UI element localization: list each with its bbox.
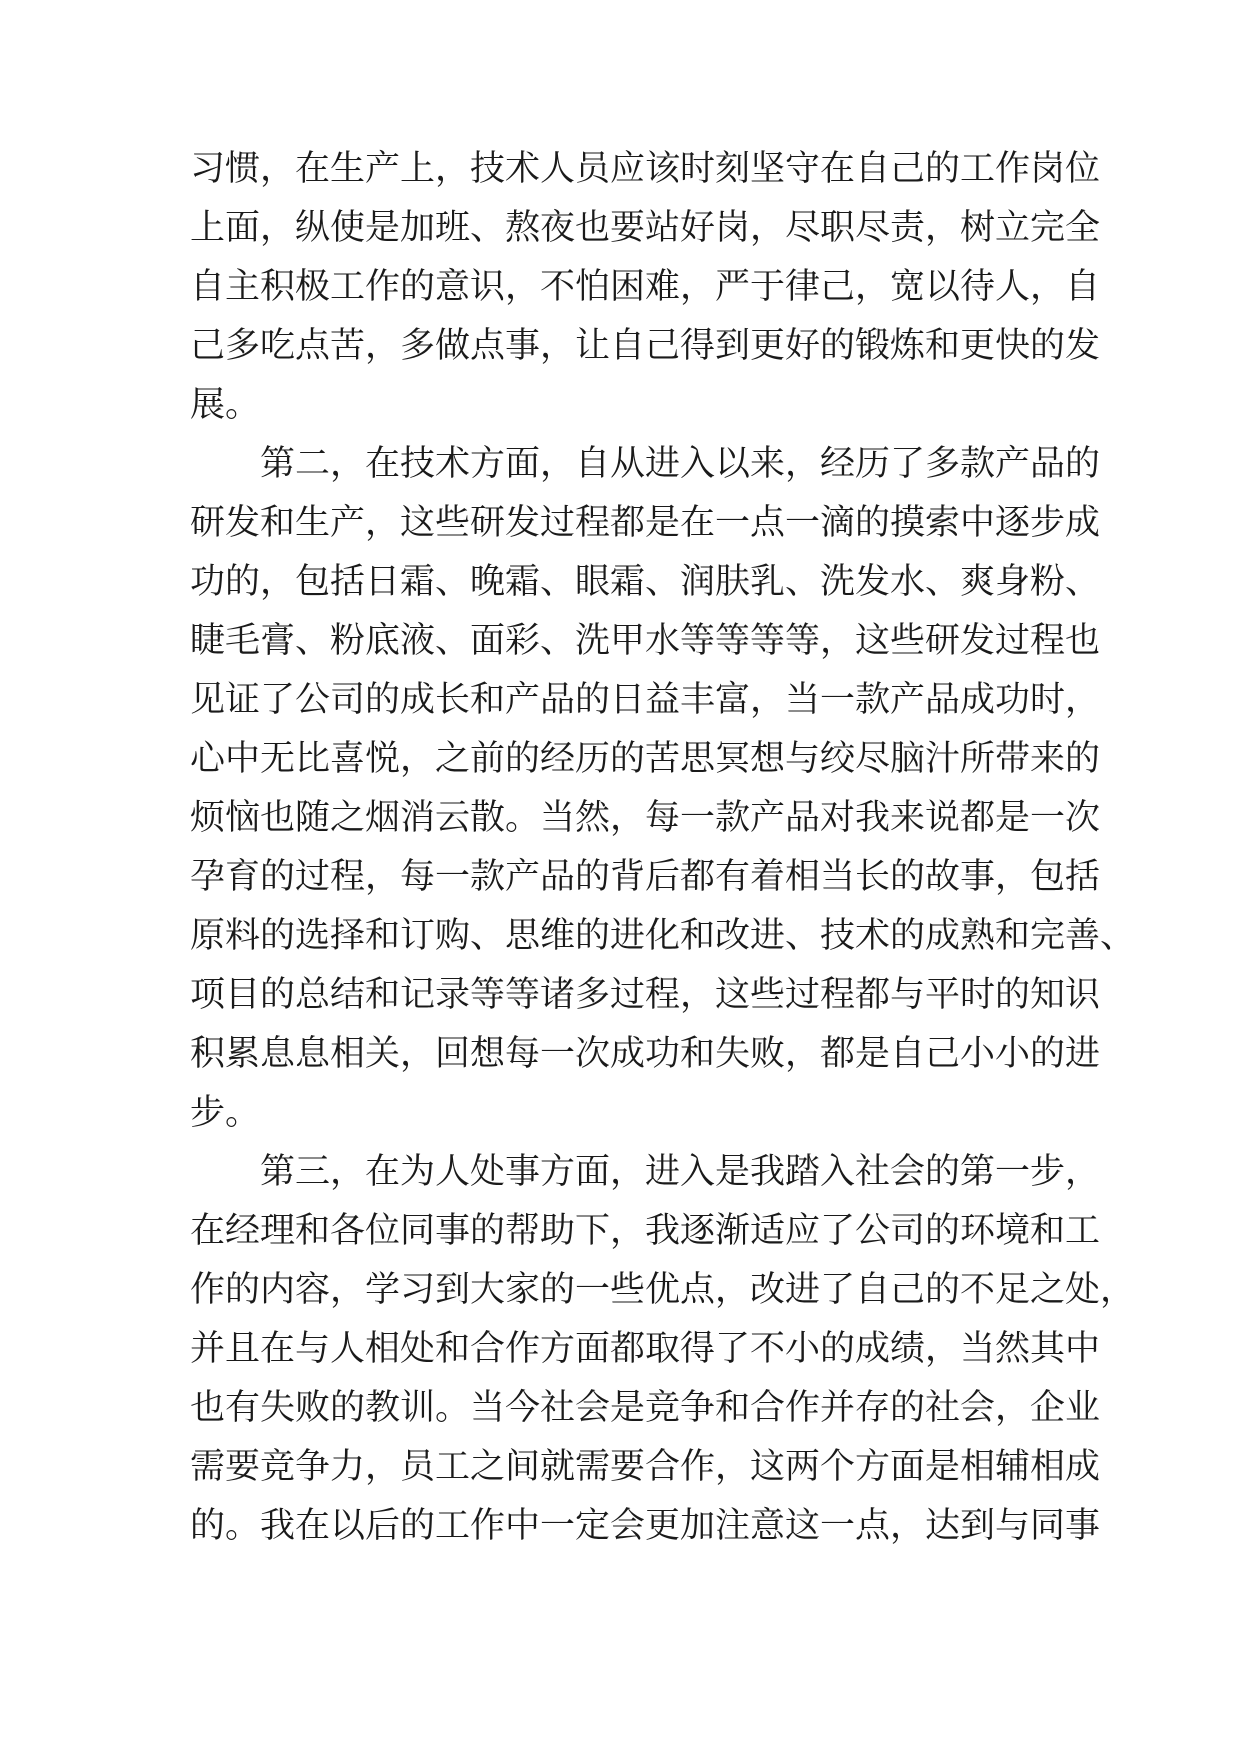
text-line: 己多吃点苦，多做点事，让自己得到更好的锻炼和更快的发 [190,326,1101,366]
text-line: 需要竞争力，员工之间就需要合作，这两个方面是相辅相成 [190,1447,1101,1487]
paragraph-3 [190,1143,1136,1556]
text-line: 也有失败的教训。当今社会是竞争和合作并存的社会，企业 [190,1388,1101,1428]
text-line: 烦恼也随之烟消云散。当然，每一款产品对我来说都是一次 [190,798,1101,838]
text-line: 第三，在为人处事方面，进入是我踏入社会的第一步， [260,1152,1101,1192]
text-line: 展。 [190,385,261,425]
text-line: 步。 [190,1093,261,1133]
text-line: 见证了公司的成长和产品的日益丰富，当一款产品成功时， [190,680,1101,720]
text-line: 睫毛膏、粉底液、面彩、洗甲水等等等等，这些研发过程也 [190,621,1101,661]
text-line: 孕育的过程，每一款产品的背后都有着相当长的故事，包括 [190,857,1101,897]
text-line: 作的内容，学习到大家的一些优点，改进了自己的不足之处， [190,1270,1136,1310]
text-line: 在经理和各位同事的帮助下，我逐渐适应了公司的环境和工 [190,1211,1101,1251]
document-body [190,140,1136,1556]
text-line: 项目的总结和记录等等诸多过程，这些过程都与平时的知识 [190,975,1101,1015]
text-line: 原料的选择和订购、思维的进化和改进、技术的成熟和完善、 [190,916,1136,956]
text-line: 习惯，在生产上，技术人员应该时刻坚守在自己的工作岗位 [190,149,1101,189]
text-line: 心中无比喜悦，之前的经历的苦思冥想与绞尽脑汁所带来的 [190,739,1101,779]
text-line: 第二，在技术方面，自从进入以来，经历了多款产品的 [260,444,1101,484]
paragraph-1 [190,140,1101,435]
text-line: 的。我在以后的工作中一定会更加注意这一点，达到与同事 [190,1506,1101,1546]
text-line: 上面，纵使是加班、熬夜也要站好岗，尽职尽责，树立完全 [190,208,1101,248]
text-line: 自主积极工作的意识，不怕困难，严于律己，宽以待人，自 [190,267,1101,307]
text-line: 并且在与人相处和合作方面都取得了不小的成绩，当然其中 [190,1329,1101,1369]
text-line: 功的，包括日霜、晚霜、眼霜、润肤乳、洗发水、爽身粉、 [190,562,1101,602]
text-line: 积累息息相关，回想每一次成功和失败，都是自己小小的进 [190,1034,1101,1074]
text-line: 研发和生产，这些研发过程都是在一点一滴的摸索中逐步成 [190,503,1101,543]
paragraph-2 [190,435,1136,1143]
